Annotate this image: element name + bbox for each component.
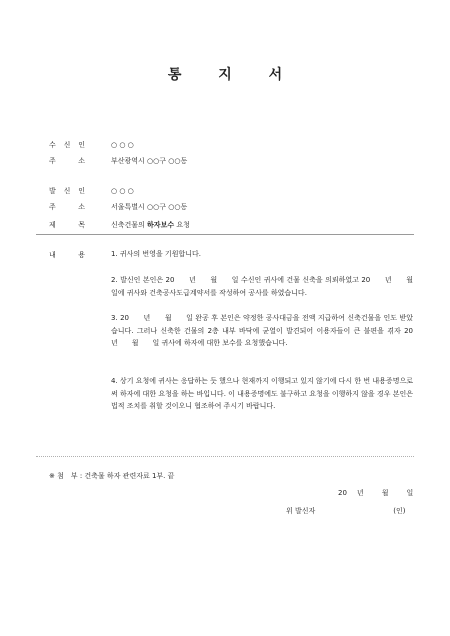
seal-mark: (인) [393, 507, 406, 515]
sender-address-label: 주 소 [49, 203, 85, 211]
subject-text: 신축건물의 하자보수 요청 [111, 221, 190, 229]
recipient-row [0, 141, 85, 150]
sender-name: ○ ○ ○ [111, 187, 134, 195]
recipient-address-row [0, 157, 85, 166]
recipient-name: ○ ○ ○ [111, 141, 134, 149]
content-item-2: 2. 발신인 본인은 20 년 월 일 수신인 귀사에 건물 신축을 의뢰하였고 20 년 월 일에 귀사와 건축공사도급계약서를 작성하여 공사를 하였습니다. [111, 276, 427, 297]
date-line: 20 년 월 일 [338, 489, 414, 497]
recipient-label: 수 신 인 [49, 141, 85, 149]
subject-label-row [0, 221, 85, 230]
recipient-address-label: 주 소 [49, 157, 85, 165]
content-divider [36, 456, 414, 457]
signature-line: 위 발신자 (인) [286, 507, 406, 515]
document-title: 통 지 서 [167, 67, 299, 83]
subject-divider [36, 234, 414, 235]
sender-row [0, 187, 85, 196]
sender-label: 발 신 인 [49, 187, 85, 195]
sender-address-row [0, 203, 85, 212]
content-item-3: 3. 20 년 월 일 완공 후 본인은 약정한 공사대금을 전액 지급하여 신축건물을 인도 받았습니다. 그러나 신축한 건물의 2층 내부 바닥에 균열이 발견되어 이용자들이 큰 불편을 겪자 20 년 월 일 귀사에 하자에 대한 보수를 요청했습니다. [111, 314, 427, 347]
content-label-row [0, 251, 85, 260]
attachment-note: ※ 첨 부 : 건축물 하자 관련자료 1부. 끝 [49, 472, 175, 480]
recipient-address: 부산광역시 ○○구 ○○동 [111, 157, 188, 165]
content-label: 내 용 [49, 251, 85, 259]
subject-label: 제 목 [49, 221, 85, 229]
content-item-1: 1. 귀사의 번영을 기원합니다. [111, 250, 201, 258]
sender-address: 서울특별시 ○○구 ○○동 [111, 203, 188, 211]
content-item-4: 4. 상기 요청에 귀사는 응답하는 듯 했으나 현재까지 이행되고 있지 않기에 다시 한 번 내용증명으로써 하자에 대한 요청을 하는 바입니다. 이 내용증명에도 불구하고 요청을 이행하지 않을 경우 본인은 법적 조치를 취할 것이오니 협조하여 주시기 바랍니다. [111, 377, 413, 410]
